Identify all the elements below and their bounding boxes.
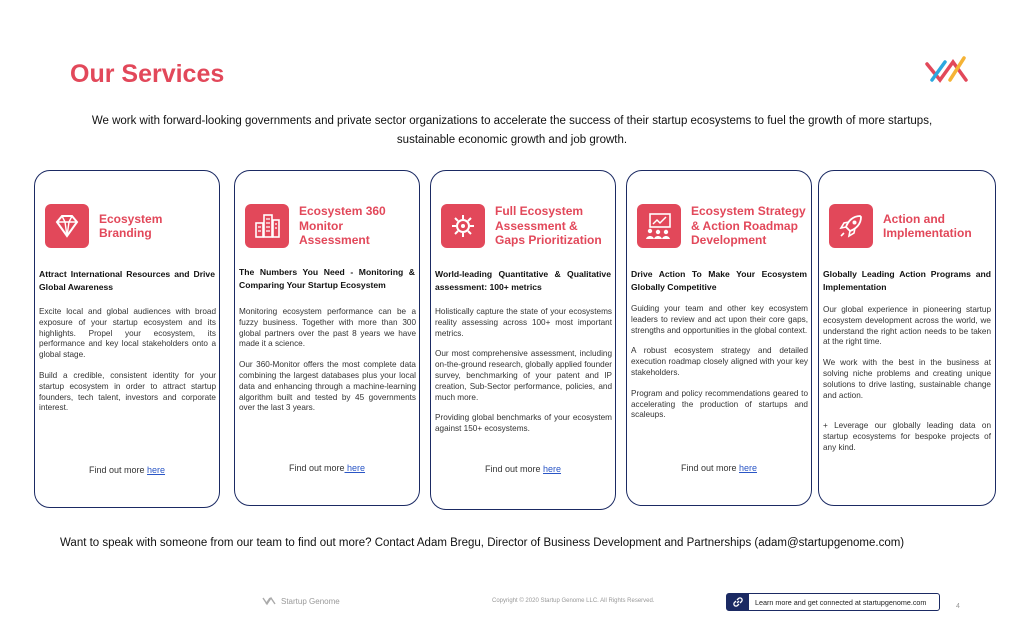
service-title: Ecosystem Strategy & Action Roadmap Development [691, 204, 806, 248]
startup-genome-logo-icon [924, 54, 970, 88]
city-buildings-icon [245, 204, 289, 248]
service-description [823, 305, 991, 464]
service-title: Action and Implementation [883, 211, 972, 240]
paragraph: Build a credible, consistent identity for your startup ecosystem in order to attract startup founders, tech talent, investors and corporate interest. [39, 370, 216, 413]
service-description [435, 307, 612, 445]
presentation-team-icon [637, 204, 681, 248]
service-subtitle: Drive Action To Make Your Ecosystem Globally Competitive [631, 269, 807, 292]
service-description [239, 307, 416, 424]
page-title: Our Services [70, 60, 225, 88]
service-card-strategy-roadmap [626, 170, 812, 506]
paragraph: Program and policy recommendations geared to accelerating the production of startups and scaleups. [631, 388, 808, 420]
service-subtitle: World-leading Quantitative & Qualitative assessment: 100+ metrics [435, 269, 611, 292]
service-subtitle: The Numbers You Need - Monitoring & Comparing Your Startup Ecosystem [239, 267, 415, 290]
paragraph: Guiding your team and other key ecosystem leaders to review and act upon their core gaps, strengths and opportunities in the global context. [631, 304, 808, 335]
paragraph: A robust ecosystem strategy and detailed execution roadmap closely aligned with your key stakeholders. [631, 346, 808, 377]
learn-more-text[interactable]: Learn more and get connected at startupgenome.com [755, 597, 927, 607]
service-title: Ecosystem 360 Monitor Assessment [299, 204, 386, 248]
service-title: Ecosystem Branding [99, 211, 163, 240]
rocket-icon [829, 204, 873, 248]
find-out-more-link[interactable]: here [344, 463, 366, 473]
copyright-text: Copyright © 2020 Startup Genome LLC. All Rights Reserved. [492, 598, 655, 604]
paragraph: Our global experience in pioneering startup ecosystem development across the world, we understand the right action needs to be taken at the right time. [823, 305, 991, 347]
find-out-more: Find out more here [484, 464, 562, 474]
service-card-360-monitor [234, 170, 420, 506]
learn-more-banner[interactable] [726, 593, 940, 611]
find-out-more-link[interactable]: here [739, 463, 758, 473]
contact-line: Want to speak with someone from our team to find out more? Contact Adam Bregu, Director of Business Development and Partnerships (adam@startupgenome.com) [60, 537, 905, 549]
paragraph: Monitoring ecosystem performance can be a fuzzy business. Together with more than 300 global partners over the past 8 years we have made it a science. [239, 307, 416, 349]
find-out-more-link[interactable]: here [147, 465, 166, 475]
find-out-more: Find out more here [288, 463, 366, 473]
find-out-more: Find out more here [680, 463, 758, 473]
intro-text: We work with forward-looking governments and private sector organizations to accelerate the success of their startup ecosystems to fuel the growth of more startups, sustainable economic growth and job growth. [91, 115, 933, 146]
find-out-more: Find out more here [88, 465, 166, 475]
diamond-icon [45, 204, 89, 248]
service-subtitle: Attract International Resources and Drive Global Awareness [39, 269, 215, 292]
paragraph: Excite local and global audiences with broad exposure of your startup ecosystem and its highlights. Propel your ecosystem, its performance and key local stakeholders onto a global stage. [39, 307, 216, 360]
footer-brand: Startup Genome [262, 596, 340, 606]
paragraph: Our most comprehensive assessment, including on-the-ground research, globally applied founder survey, benchmarking of your patent and IP creation, Sub-Sector performance, policies, and much more. [435, 349, 612, 402]
find-out-more-link[interactable]: here [543, 464, 562, 474]
paragraph: We work with the best in the business at solving niche problems and creating unique solutions to drive lasting, sustainable change and action. [823, 358, 991, 400]
service-description [39, 307, 216, 424]
link-icon [727, 594, 749, 610]
gear-brain-icon [441, 204, 485, 248]
service-description [631, 304, 808, 431]
paragraph: + Leverage our globally leading data on startup ecosystems for bespoke projects of any kind. [823, 421, 991, 452]
service-card-action-implementation [818, 170, 996, 506]
paragraph: Providing global benchmarks of your ecosystem against 150+ ecosystems. [435, 413, 612, 434]
startup-genome-small-logo-icon [262, 596, 278, 606]
paragraph: Our 360-Monitor offers the most complete data combining the largest databases plus your local data and enhancing through a machine-learning algorithm built and tested by 45 governments over the last 3 years. [239, 360, 416, 413]
service-title: Full Ecosystem Assessment & Gaps Prioritization [495, 204, 602, 248]
paragraph: Holistically capture the state of your ecosystems reality assessing across 100+ most important metrics. [435, 307, 612, 338]
service-card-full-assessment [430, 170, 616, 510]
service-subtitle: Globally Leading Action Programs and Implementation [823, 269, 991, 292]
page-number: 4 [956, 603, 960, 610]
service-card-branding [34, 170, 220, 508]
